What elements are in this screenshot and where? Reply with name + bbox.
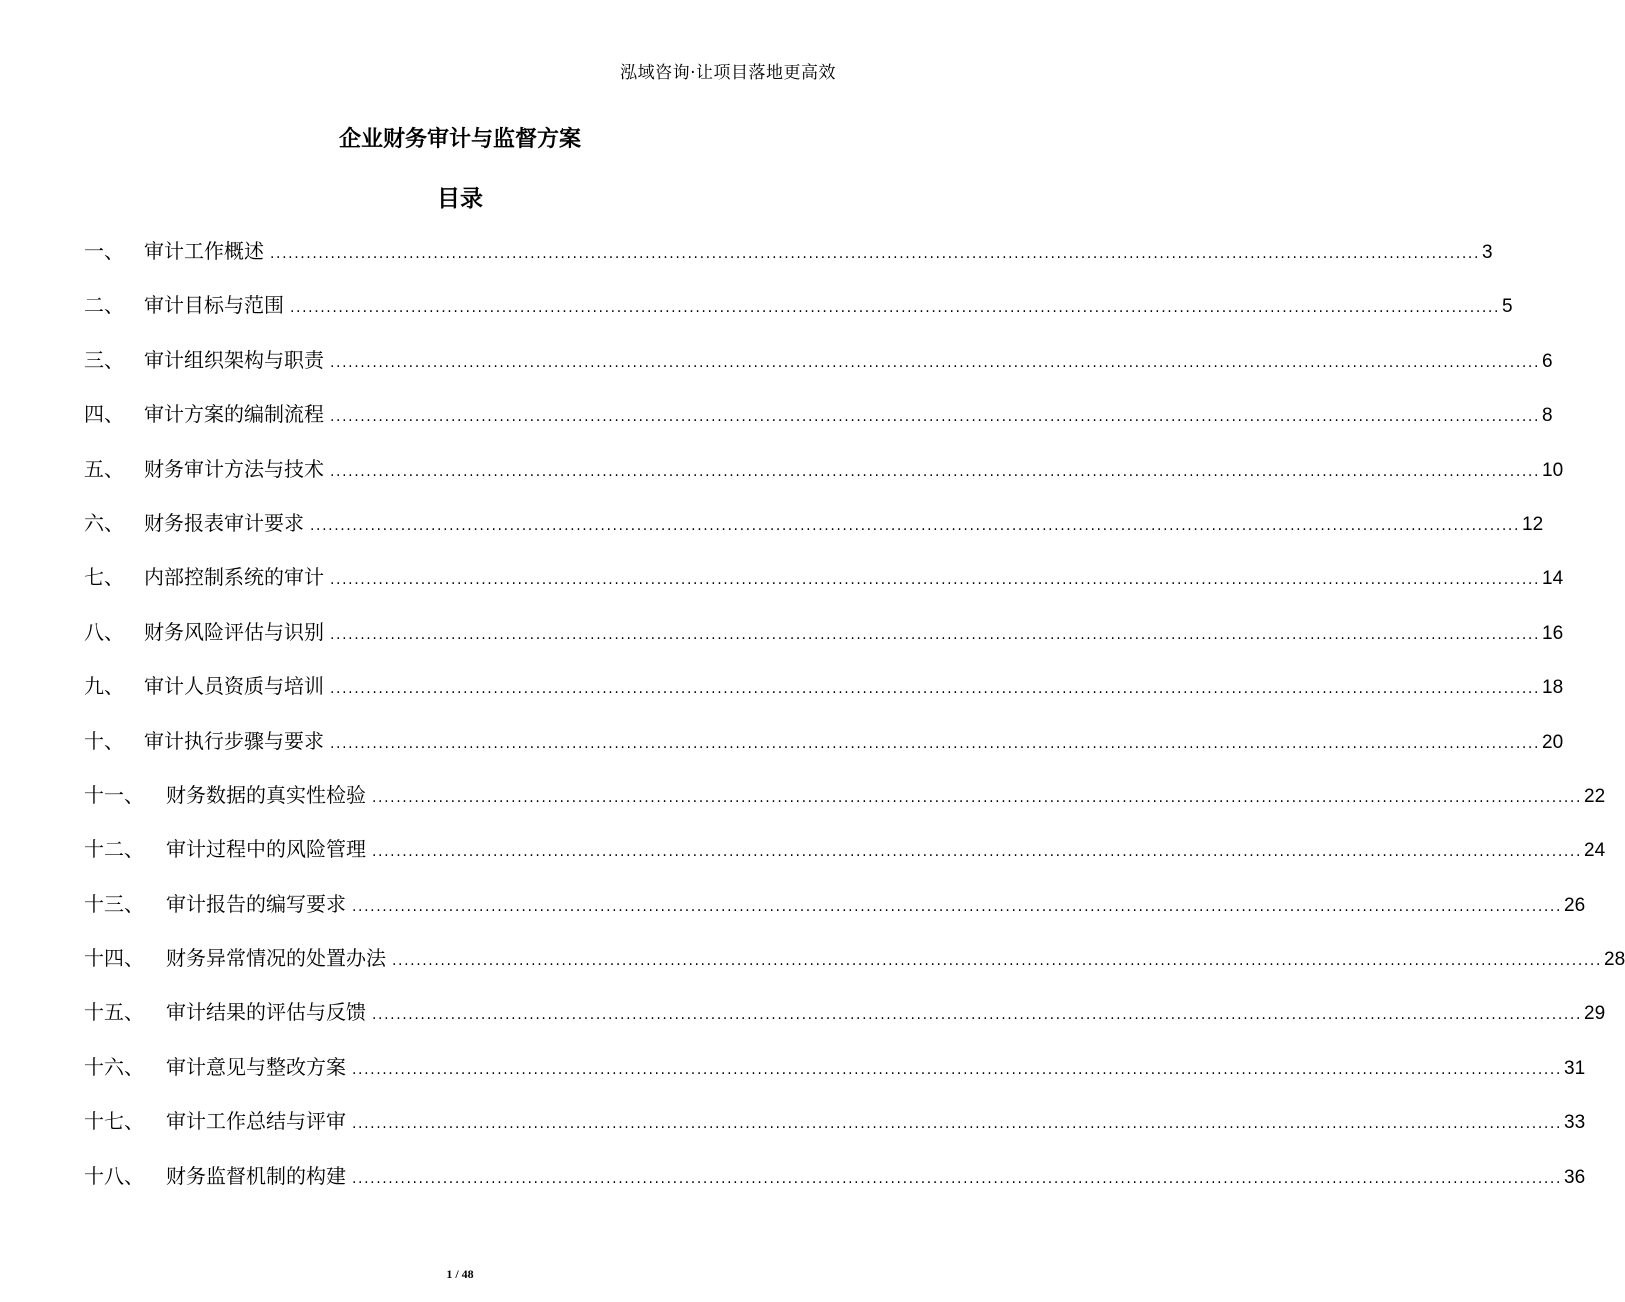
toc-dot-leader: ........................................................................................................................................................................................................ [330, 626, 1541, 643]
toc-entry-number: 二、 [84, 293, 124, 318]
toc-entry-page: 16 [1542, 622, 1564, 644]
toc-entry-number: 十一、 [84, 782, 144, 807]
toc-entry-title: 审计报告的编写要求 [166, 891, 346, 916]
toc-dot-leader: ........................................................................................................................................................................................................ [352, 898, 1563, 915]
toc-dot-leader: ........................................................................................................................................................................................................ [372, 1007, 1583, 1024]
toc-entry-number: 九、 [84, 674, 124, 699]
toc-entry-page: 12 [1522, 513, 1544, 535]
toc-entry[interactable] [84, 451, 1564, 505]
toc-entry[interactable] [84, 831, 1606, 885]
toc-entry-number: 五、 [84, 456, 124, 481]
toc-dot-leader: ........................................................................................................................................................................................................ [270, 246, 1481, 262]
toc-entry-number: 六、 [84, 510, 124, 535]
toc-dot-leader: ........................................................................................................................................................................................................ [330, 572, 1541, 589]
toc-dot-leader: ........................................................................................................................................................................................................ [352, 1170, 1563, 1187]
document-title: 企业财务审计与监督方案 [338, 127, 581, 152]
toc-entry-title: 审计过程中的风险管理 [166, 837, 366, 862]
toc-entry-number: 十三、 [84, 891, 144, 916]
toc-entry-page: 29 [1584, 1003, 1606, 1025]
toc-entry[interactable] [84, 614, 1564, 668]
toc-entry-page: 36 [1564, 1166, 1586, 1188]
toc-entry-title: 财务监督机制的构建 [166, 1163, 346, 1188]
table-of-contents [84, 233, 1625, 1212]
toc-entry-title: 审计目标与范围 [144, 293, 284, 318]
toc-entry-number: 十七、 [84, 1109, 144, 1134]
toc-entry[interactable] [84, 505, 1544, 559]
toc-entry-title: 审计意见与整改方案 [166, 1054, 346, 1079]
toc-entry-number: 一、 [84, 239, 124, 263]
toc-entry-page: 28 [1604, 949, 1625, 971]
toc-entry-title: 财务风险评估与识别 [144, 619, 324, 644]
toc-entry-title: 审计结果的评估与反馈 [166, 1000, 366, 1025]
toc-entry-title: 审计方案的编制流程 [144, 402, 324, 427]
toc-entry[interactable] [84, 668, 1564, 722]
toc-heading: 目录 [437, 186, 483, 212]
toc-dot-leader: ........................................................................................................................................................................................................ [330, 409, 1541, 426]
toc-entry[interactable] [84, 396, 1553, 450]
toc-entry-number: 四、 [84, 402, 124, 427]
toc-entry-page: 24 [1584, 840, 1606, 862]
toc-entry[interactable] [84, 723, 1564, 777]
toc-entry-title: 审计人员资质与培训 [144, 674, 324, 699]
toc-entry-number: 七、 [84, 565, 124, 590]
toc-entry[interactable] [84, 559, 1564, 613]
toc-entry-page: 26 [1564, 894, 1586, 916]
toc-entry-number: 十、 [84, 728, 124, 753]
toc-entry-title: 审计工作概述 [144, 239, 264, 263]
toc-dot-leader: ........................................................................................................................................................................................................ [392, 953, 1603, 970]
toc-entry[interactable] [84, 342, 1553, 396]
toc-entry-page: 8 [1542, 405, 1553, 427]
toc-entry-title: 内部控制系统的审计 [144, 565, 324, 590]
toc-entry-number: 十八、 [84, 1163, 144, 1188]
toc-entry-page: 10 [1542, 459, 1564, 481]
toc-entry-page: 22 [1584, 785, 1606, 807]
toc-entry-number: 十四、 [84, 946, 144, 971]
toc-entry-page: 14 [1542, 568, 1564, 590]
toc-entry-title: 审计组织架构与职责 [144, 347, 324, 372]
toc-entry-number: 十二、 [84, 837, 144, 862]
toc-dot-leader: ........................................................................................................................................................................................................ [372, 844, 1583, 861]
toc-entry-number: 十六、 [84, 1054, 144, 1079]
toc-entry-title: 审计工作总结与评审 [166, 1109, 346, 1134]
toc-entry-page: 18 [1542, 677, 1564, 699]
toc-dot-leader: ........................................................................................................................................................................................................ [330, 681, 1541, 698]
toc-entry-page: 20 [1542, 731, 1564, 753]
toc-entry[interactable] [84, 287, 1513, 341]
toc-entry[interactable] [84, 886, 1586, 940]
toc-entry-page: 31 [1564, 1057, 1586, 1079]
toc-entry-title: 审计执行步骤与要求 [144, 728, 324, 753]
toc-entry-title: 财务审计方法与技术 [144, 456, 324, 481]
toc-dot-leader: ........................................................................................................................................................................................................ [352, 1061, 1563, 1078]
toc-entry[interactable] [84, 1103, 1586, 1157]
toc-entry[interactable] [84, 994, 1606, 1048]
toc-entry[interactable] [84, 233, 1493, 287]
toc-entry-title: 财务异常情况的处置办法 [166, 946, 386, 971]
toc-dot-leader: ........................................................................................................................................................................................................ [352, 1116, 1563, 1133]
toc-entry-page: 33 [1564, 1112, 1586, 1134]
toc-entry-title: 财务报表审计要求 [144, 510, 304, 535]
toc-entry-page: 3 [1482, 242, 1493, 263]
toc-entry-number: 八、 [84, 619, 124, 644]
toc-dot-leader: ........................................................................................................................................................................................................ [330, 463, 1541, 480]
toc-entry-number: 十五、 [84, 1000, 144, 1025]
header-tagline: 泓域咨询·让项目落地更高效 [620, 63, 836, 83]
toc-entry-number: 三、 [84, 347, 124, 372]
toc-entry[interactable] [84, 1049, 1586, 1103]
toc-entry-page: 5 [1502, 296, 1513, 318]
toc-entry[interactable] [84, 777, 1606, 831]
toc-dot-leader: ........................................................................................................................................................................................................ [310, 517, 1521, 534]
toc-dot-leader: ........................................................................................................................................................................................................ [330, 735, 1541, 752]
toc-entry-page: 6 [1542, 350, 1553, 372]
page-number-footer: 1 / 48 [446, 1267, 474, 1281]
toc-dot-leader: ........................................................................................................................................................................................................ [290, 300, 1501, 317]
toc-entry[interactable] [84, 940, 1625, 994]
toc-dot-leader: ........................................................................................................................................................................................................ [330, 354, 1541, 371]
toc-dot-leader: ........................................................................................................................................................................................................ [372, 789, 1583, 806]
toc-entry[interactable] [84, 1158, 1586, 1212]
toc-entry-title: 财务数据的真实性检验 [166, 782, 366, 807]
